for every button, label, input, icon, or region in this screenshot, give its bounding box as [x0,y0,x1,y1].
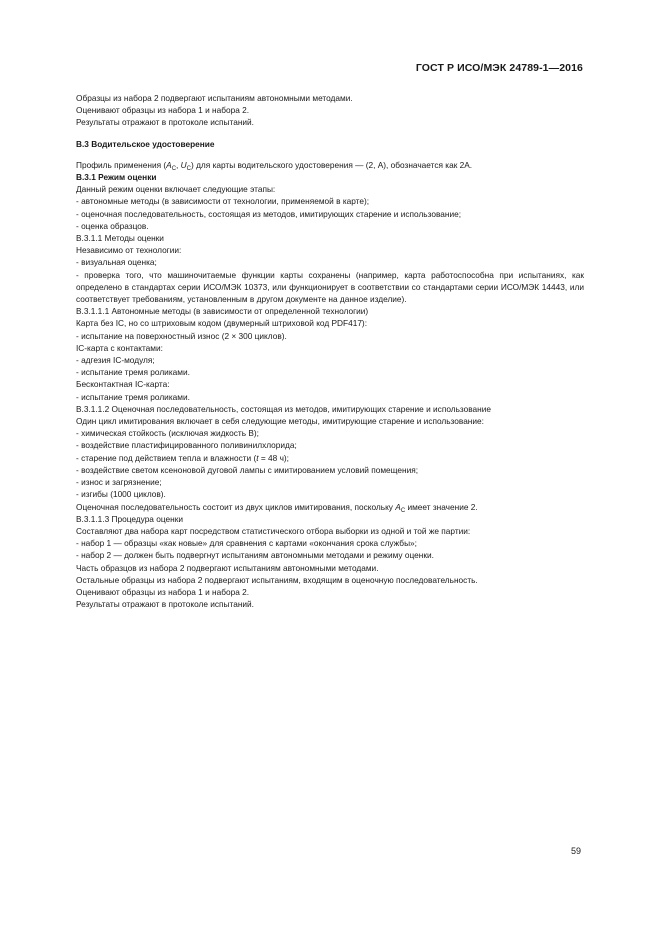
subscript-c: C [400,507,406,514]
text-span: = 48 ч); [258,452,289,463]
list-item: - визуальная оценка; [76,257,157,268]
subsection-heading: В.3.1.1.3 Процедура оценки [76,513,183,524]
paragraph: Независимо от технологии: [76,245,182,256]
paragraph: Результаты отражают в протоколе испытаний. [76,599,254,610]
paragraph: Данный режим оценки включает следующие этапы: [76,184,276,195]
subscript-c: C [171,165,177,172]
paragraph: Составляют два набора карт посредством статистического отбора выборки из одной и той же партии: [76,525,471,536]
list-item: - износ и загрязнение; [76,477,162,488]
section-heading [76,171,584,183]
text-span: имеет значение 2. [405,501,478,512]
list-item [76,452,584,464]
paragraph: Оценивают образцы из набора 1 и набора 2. [76,586,250,597]
section-heading [76,138,584,150]
heading-text: В.3.1 Режим оценки [76,172,157,183]
list-item: - адгезия IC-модуля; [76,355,155,366]
list-item: - воздействие пластифицированного поливинилхлорида; [76,440,297,451]
list-item: - набор 1 — образцы «как новые» для сравнения с картами «окончания срока службы»; [76,538,417,549]
list-item: - испытание на поверхностный износ (2 × 300 циклов). [76,330,287,341]
paragraph [76,501,584,513]
paragraph: Образцы из набора 2 подвергают испытаниям автономными методами. [76,93,353,103]
paragraph: Карта без IC, но со штриховым кодом (двумерный штриховой код PDF417): [76,318,368,329]
symbol-a: A [166,159,172,170]
paragraph: Оценивают образцы из набора 1 и набора 2. [76,105,250,116]
subsection-heading: В.3.1.1.1 Автономные методы (в зависимости от определенной технологии) [76,306,369,317]
paragraph: IC-карта с контактами: [76,342,163,353]
list-item: - воздействие светом ксеноновой дуговой лампы с имитированием условий помещения; [76,464,419,475]
list-item: - химическая стойкость (исключая жидкость В); [76,428,259,439]
heading-text: В.3 Водительское удостоверение [76,138,215,149]
symbol-a: A [395,501,401,512]
subsection-heading: В.3.1.1 Методы оценки [76,233,164,244]
paragraph: Бесконтактная IC-карта: [76,379,170,390]
paragraph: Остальные образцы из набора 2 подвергают испытаниям, входящим в оценочную последовательность. [76,574,478,585]
paragraph: Один цикл имитирования включает в себя следующие методы, имитирующие старение и использование: [76,416,484,427]
text-span: - старение под действием тепла и влажности ( [76,452,257,463]
list-item: - испытание тремя роликами. [76,367,190,378]
list-item: - изгибы (1000 циклов). [76,489,166,500]
profile-paragraph [76,159,584,171]
subscript-c: C [186,165,192,172]
text-span: ) для карты водительского удостоверения — (2, A), обозначается как 2A. [191,159,473,170]
text-span: Профиль применения ( [76,159,167,170]
symbol-t: t [256,452,259,463]
subsection-heading: В.3.1.1.2 Оценочная последовательность, состоящая из методов, имитирующих старение и использование [76,403,491,414]
paragraph: Результаты отражают в протоколе испытаний. [76,117,254,128]
document-body [76,92,584,610]
page-number: 59 [570,846,581,856]
list-item: - набор 2 — должен быть подвергнут испытаниям автономными методами и режиму оценки. [76,550,434,561]
list-item: - оценочная последовательность, состоящая из методов, имитирующих старение и использование; [76,208,462,219]
symbol-u: U [180,159,187,170]
text-span: Оценочная последовательность состоит из двух циклов имитирования, поскольку [76,501,396,512]
list-item: - автономные методы (в зависимости от технологии, применяемой в карте); [76,196,370,207]
list-item: - проверка того, что машиночитаемые функции карты сохранены (например, карта работоспособна при испытаниях, как определено в стандартах серии ИСО/МЭК 10373, или функционирует в соответствии со стандартами серии ИСО/МЭК 14443, или соответствует требованиям, установленным в другом документе на данное изделие). [76,269,584,305]
list-item: - испытание тремя роликами. [76,391,190,402]
list-item: - оценка образцов. [76,220,149,231]
text-span: , [176,159,181,170]
document-header: ГОСТ Р ИСО/МЭК 24789-1—2016 [415,62,583,74]
paragraph: Часть образцов из набора 2 подвергают испытаниям автономными методами. [76,562,379,573]
